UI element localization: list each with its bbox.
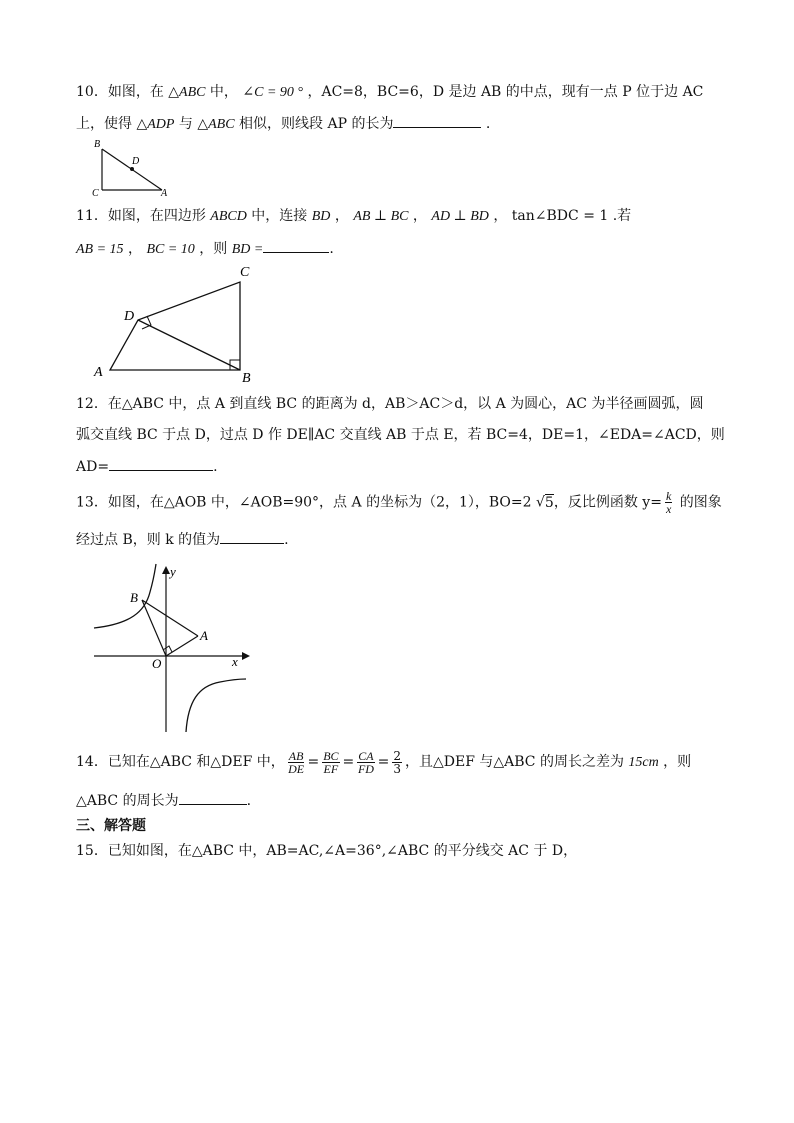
q11-line2 (76, 238, 334, 260)
q12-line1: 12．在△ABC 中，点 A 到直线 BC 的距离为 d，AB＞AC＞d，以 A 为圆心，AC 为半径画圆弧，圆 (76, 396, 704, 412)
q11-text: .若 (608, 208, 632, 224)
q10-angle-c: ∠C = 90 ° (242, 85, 304, 100)
q13-text: 经过点 B，则 k 的值为 (76, 532, 221, 548)
q13-answer-blank[interactable] (220, 529, 284, 544)
q10-answer-blank[interactable] (393, 113, 481, 128)
q11-answer-blank[interactable] (263, 238, 329, 253)
q11-quad: ABCD (210, 209, 247, 224)
q10-label-c: C (92, 188, 99, 198)
q14-value: 15cm (628, 755, 659, 770)
q11-ab-perp-bc: AB ⊥ BC (353, 209, 409, 224)
q11-text: 11．如图，在四边形 (76, 208, 211, 224)
q14-answer-blank[interactable] (179, 790, 247, 805)
q13-line2 (76, 529, 289, 550)
q10-text-end: . (481, 116, 491, 132)
q14-frac-den: FD (357, 761, 374, 776)
q11-text: 中，连接 (246, 208, 312, 224)
q10-text: 相似，则线段 AP 的长为 (234, 116, 394, 132)
q14-frac-num: CA (358, 748, 374, 763)
q11-text: ， (123, 241, 147, 257)
q11-bc-value: BC = 10 (146, 242, 195, 257)
q11-figure (90, 264, 270, 384)
q10-triangle-adp: △ADP (136, 117, 175, 132)
q14-frac-num: BC (323, 748, 339, 763)
q13-label-y: y (170, 564, 176, 579)
q10-triangle-abc: △ABC (168, 85, 206, 100)
q10-label-a: A (161, 188, 168, 198)
q14-line2 (76, 790, 251, 811)
q14-frac-2-3 (392, 750, 402, 775)
q13-line1 (76, 490, 722, 515)
q11-ab-value: AB = 15 (76, 242, 124, 257)
q14-frac-ab-de (288, 750, 305, 775)
q13-text: 的图象 (675, 494, 722, 511)
q13-label-a: A (200, 628, 208, 643)
q12-answer-blank[interactable] (109, 456, 213, 471)
q14-frac-ca-fd (357, 750, 374, 775)
q11-text-end: . (329, 241, 334, 257)
q11-line1 (76, 206, 631, 227)
q12-text-end: . (213, 459, 218, 475)
q11-label-d: D (124, 309, 135, 324)
q14-frac-den: DE (288, 761, 305, 776)
q10-text: 上，使得 (76, 116, 137, 132)
q11-label-a: A (94, 365, 103, 380)
q13-frac-den: x (665, 502, 672, 516)
q14-text: ，且△DEF 与△ABC 的周长之差为 (404, 754, 629, 770)
q11-label-c: C (240, 265, 250, 280)
q10-label-d: D (132, 156, 140, 167)
q14-frac-den: EF (323, 761, 339, 776)
q11-bd: BD (311, 209, 331, 224)
q14-line1: 14．已知在△ABC 和△DEF 中， $\frac{AB}{DE}$ = $\frac{BC}{EF}$ = $\frac{CA}{FD}$ = $\frac{2}{3}$ ，且△DEF 与△ABC 的周长之差为 15cm ，则 (76, 748, 692, 776)
q13-frac-num: k (665, 489, 672, 503)
q10-text: 与 (174, 116, 198, 132)
q11-label-b: B (242, 371, 251, 384)
q14-text: ，则 (658, 754, 692, 770)
q10-line2 (76, 113, 490, 135)
q10-text: 中， (205, 84, 243, 100)
q13-root-value: 5 (544, 494, 554, 511)
q10-text: 10．如图，在 (76, 84, 169, 100)
q14-frac-den: 3 (393, 761, 401, 776)
q11-tan: tan∠BDC = 1 (511, 208, 609, 224)
q13-label-x: x (232, 654, 238, 669)
q11-text: ， (408, 208, 432, 224)
q10-triangle-abc-2: △ABC (197, 117, 235, 132)
q11-text: ， (330, 208, 354, 224)
section-heading: 三、解答题 (76, 818, 146, 834)
sqrt-icon: √ (536, 494, 545, 511)
q14-text: △ABC 的周长为 (76, 793, 179, 809)
q10-text: ，AC=8，BC=6，D 是边 AB 的中点，现有一点 P 位于边 AC (303, 84, 704, 100)
q13-text: 13．如图，在△AOB 中，∠AOB=90°，点 A 的坐标为（2，1），BO=2 (76, 494, 536, 511)
q13-text-end: . (284, 532, 289, 548)
q11-text: ，则 (194, 241, 232, 257)
q13-fraction (665, 490, 672, 515)
q11-ad-perp-bd: AD ⊥ BD (431, 209, 489, 224)
q13-text: ，反比例函数 y= (553, 494, 662, 511)
q12-line3 (76, 456, 218, 477)
q12-line2: 弧交直线 BC 于点 D，过点 D 作 DE∥AC 交直线 AB 于点 E，若 BC=4，DE=1，∠EDA=∠ACD，则 (76, 427, 725, 443)
q14-text: 14．已知在△ABC 和△DEF 中， (76, 754, 285, 770)
q15-line1: 15．已知如图，在△ABC 中，AB=AC,∠A=36°,∠ABC 的平分线交 AC 于 D， (76, 843, 578, 859)
q13-label-o: O (152, 656, 162, 671)
q11-text: ， (488, 208, 512, 224)
q10-figure (86, 136, 186, 198)
q11-bd-eq: BD = (231, 242, 264, 257)
q14-frac-num: 2 (393, 748, 401, 763)
q13-label-b: B (130, 590, 138, 605)
q14-frac-bc-ef (322, 750, 339, 775)
q14-frac-num: AB (288, 748, 304, 763)
q10-line1 (76, 82, 703, 103)
q12-text: AD= (76, 459, 110, 475)
q10-label-b: B (94, 139, 101, 150)
q13-figure (90, 562, 260, 734)
q14-text-end: . (246, 793, 252, 809)
